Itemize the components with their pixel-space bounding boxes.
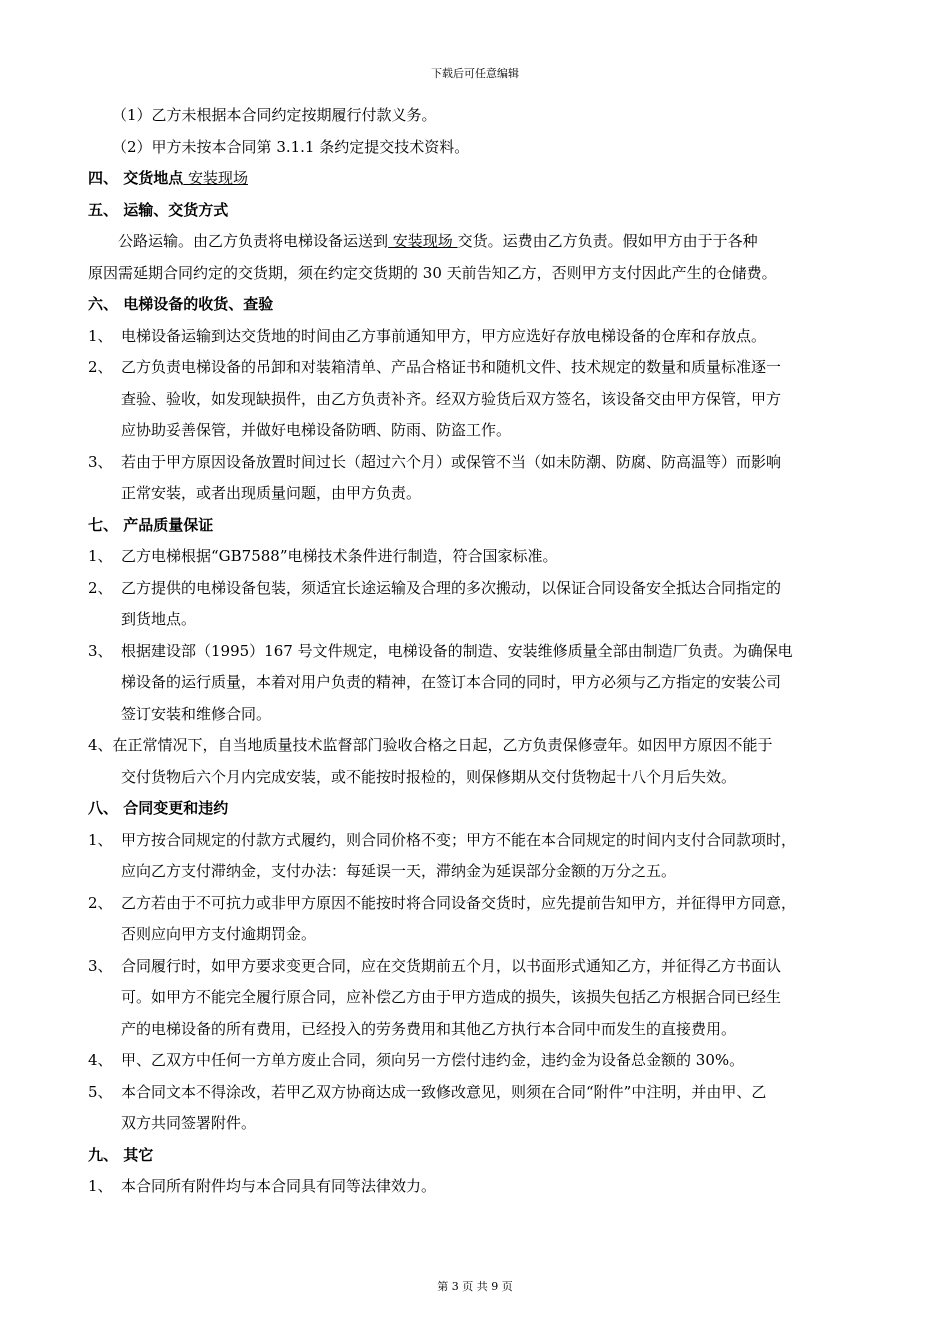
item-number: 4、	[88, 1051, 113, 1069]
item-continuation: 正常安装，或者出现质量问题，由甲方负责。	[121, 484, 422, 502]
item-text: 本合同所有附件均与本合同具有同等法律效力。	[121, 1177, 437, 1195]
clause-line: （2）甲方未按本合同第 3.1.1 条约定提交技术资料。	[112, 137, 470, 156]
text-span: 公路运输。由乙方负责将电梯设备运送到	[118, 232, 389, 250]
list-item	[88, 951, 874, 983]
list-item	[88, 1171, 874, 1203]
list-item	[88, 447, 874, 479]
item-text: 合同履行时，如甲方要求变更合同，应在交货期前五个月，以书面形式通知乙方，并征得乙方书面认	[121, 956, 782, 975]
item-continuation: 应向乙方支付滞纳金，支付办法：每延误一天，滞纳金为延误部分金额的万分之五。	[121, 862, 677, 880]
item-continuation: 双方共同签署附件。	[121, 1114, 257, 1132]
item-text: 甲、乙双方中任何一方单方废止合同，须向另一方偿付违约金，违约金为设备总金额的 30%。	[121, 1051, 745, 1069]
section-title: 四、 交货地点	[88, 169, 184, 187]
item-text: 根据建设部（1995）167 号文件规定，电梯设备的制造、安装维修质量全部由制造厂负责。为确保电	[121, 641, 793, 660]
item-continuation: 到货地点。	[121, 610, 197, 628]
item-number: 2、	[88, 358, 113, 376]
list-item	[88, 825, 874, 857]
item-continuation: 签订安装和维修合同。	[121, 704, 272, 723]
section-heading: 七、 产品质量保证	[88, 515, 214, 534]
list-item	[88, 352, 874, 384]
item-continuation: 否则应向甲方支付逾期罚金。	[121, 925, 317, 943]
item-continuation: 可。如甲方不能完全履行原合同，应补偿乙方由于甲方造成的损失，该损失包括乙方根据合同已经生	[121, 988, 782, 1006]
item-text: 若由于甲方原因设备放置时间过长（超过六个月）或保管不当（如未防潮、防腐、防高温等）而影响	[121, 452, 782, 471]
item-number: 2、	[88, 893, 113, 912]
list-item	[88, 573, 874, 605]
item-text: 乙方负责电梯设备的吊卸和对装箱清单、产品合格证书和随机文件、技术规定的数量和质量标准逐一	[121, 358, 782, 376]
item-number: 1、	[88, 326, 113, 345]
page-header: 下载后可任意编辑	[431, 67, 519, 80]
item-text: 乙方若由于不可抗力或非甲方原因不能按时将合同设备交货时，应先提前告知甲方，并征得甲方同意，	[121, 893, 797, 912]
item-text: 乙方电梯根据“GB7588”电梯技术条件进行制造，符合国家标准。	[121, 547, 558, 565]
section-heading: 五、 运输、交货方式	[88, 200, 229, 219]
paragraph-line	[88, 226, 874, 258]
item-continuation: 查验、验收，如发现缺损件，由乙方负责补齐。经双方验货后双方签名，该设备交由甲方保管，甲方	[121, 389, 782, 408]
list-item	[88, 1077, 874, 1109]
list-item	[88, 541, 874, 573]
delivery-place: 安装现场	[183, 169, 249, 187]
item-continuation: 产的电梯设备的所有费用，已经投入的劳务费用和其他乙方执行本合同中而发生的直接费用。	[121, 1019, 737, 1038]
clause-line: （1）乙方未根据本合同约定按期履行付款义务。	[112, 106, 437, 124]
item-continuation: 应协助妥善保管，并做好电梯设备防晒、防雨、防盗工作。	[121, 421, 512, 439]
item-number: 3、	[88, 452, 113, 471]
list-item: 4、在正常情况下，自当地质量技术监督部门验收合格之日起，乙方负责保修壹年。如因甲方原因不能于	[88, 736, 773, 754]
item-number: 1、	[88, 830, 113, 849]
list-item	[88, 1045, 874, 1077]
list-item	[88, 888, 874, 920]
item-text: 乙方提供的电梯设备包装，须适宜长途运输及合理的多次搬动，以保证合同设备安全抵达合同指定的	[121, 578, 782, 597]
list-item	[88, 636, 874, 668]
section-heading: 八、 合同变更和违约	[88, 799, 229, 817]
paragraph-line: 原因需延期合同约定的交货期，须在约定交货期的 30 天前告知乙方，否则甲方支付因此产生的仓储费。	[88, 263, 777, 282]
text-span: 交货。运费由乙方负责。假如甲方由于于各种	[457, 232, 758, 250]
item-number: 3、	[88, 956, 113, 975]
item-continuation: 交付货物后六个月内完成安装，或不能按时报检的，则保修期从交付货物起十八个月后失效。	[121, 767, 737, 786]
item-text: 甲方按合同规定的付款方式履约，则合同价格不变；甲方不能在本合同规定的时间内支付合同款项时，	[121, 830, 797, 849]
item-number: 2、	[88, 578, 113, 597]
item-number: 1、	[88, 547, 113, 565]
item-number: 1、	[88, 1177, 113, 1195]
list-item	[88, 321, 874, 353]
section-heading: 六、 电梯设备的收货、查验	[88, 295, 274, 313]
delivery-place-inline: 安装现场	[388, 232, 458, 250]
item-text: 本合同文本不得涂改，若甲乙双方协商达成一致修改意见，则须在合同“附件”中注明，并由甲、乙	[121, 1082, 767, 1101]
item-number: 5、	[88, 1082, 113, 1101]
page-footer: 第 3 页 共 9 页	[437, 1280, 513, 1293]
item-text: 电梯设备运输到达交货地的时间由乙方事前通知甲方，甲方应选好存放电梯设备的仓库和存放点。	[121, 326, 767, 345]
item-number: 3、	[88, 641, 113, 660]
section-heading: 九、 其它	[88, 1145, 154, 1164]
section-heading	[88, 163, 874, 195]
document-body	[88, 100, 874, 1203]
item-continuation: 梯设备的运行质量，本着对用户负责的精神，在签订本合同的同时，甲方必须与乙方指定的安装公司	[121, 673, 782, 691]
